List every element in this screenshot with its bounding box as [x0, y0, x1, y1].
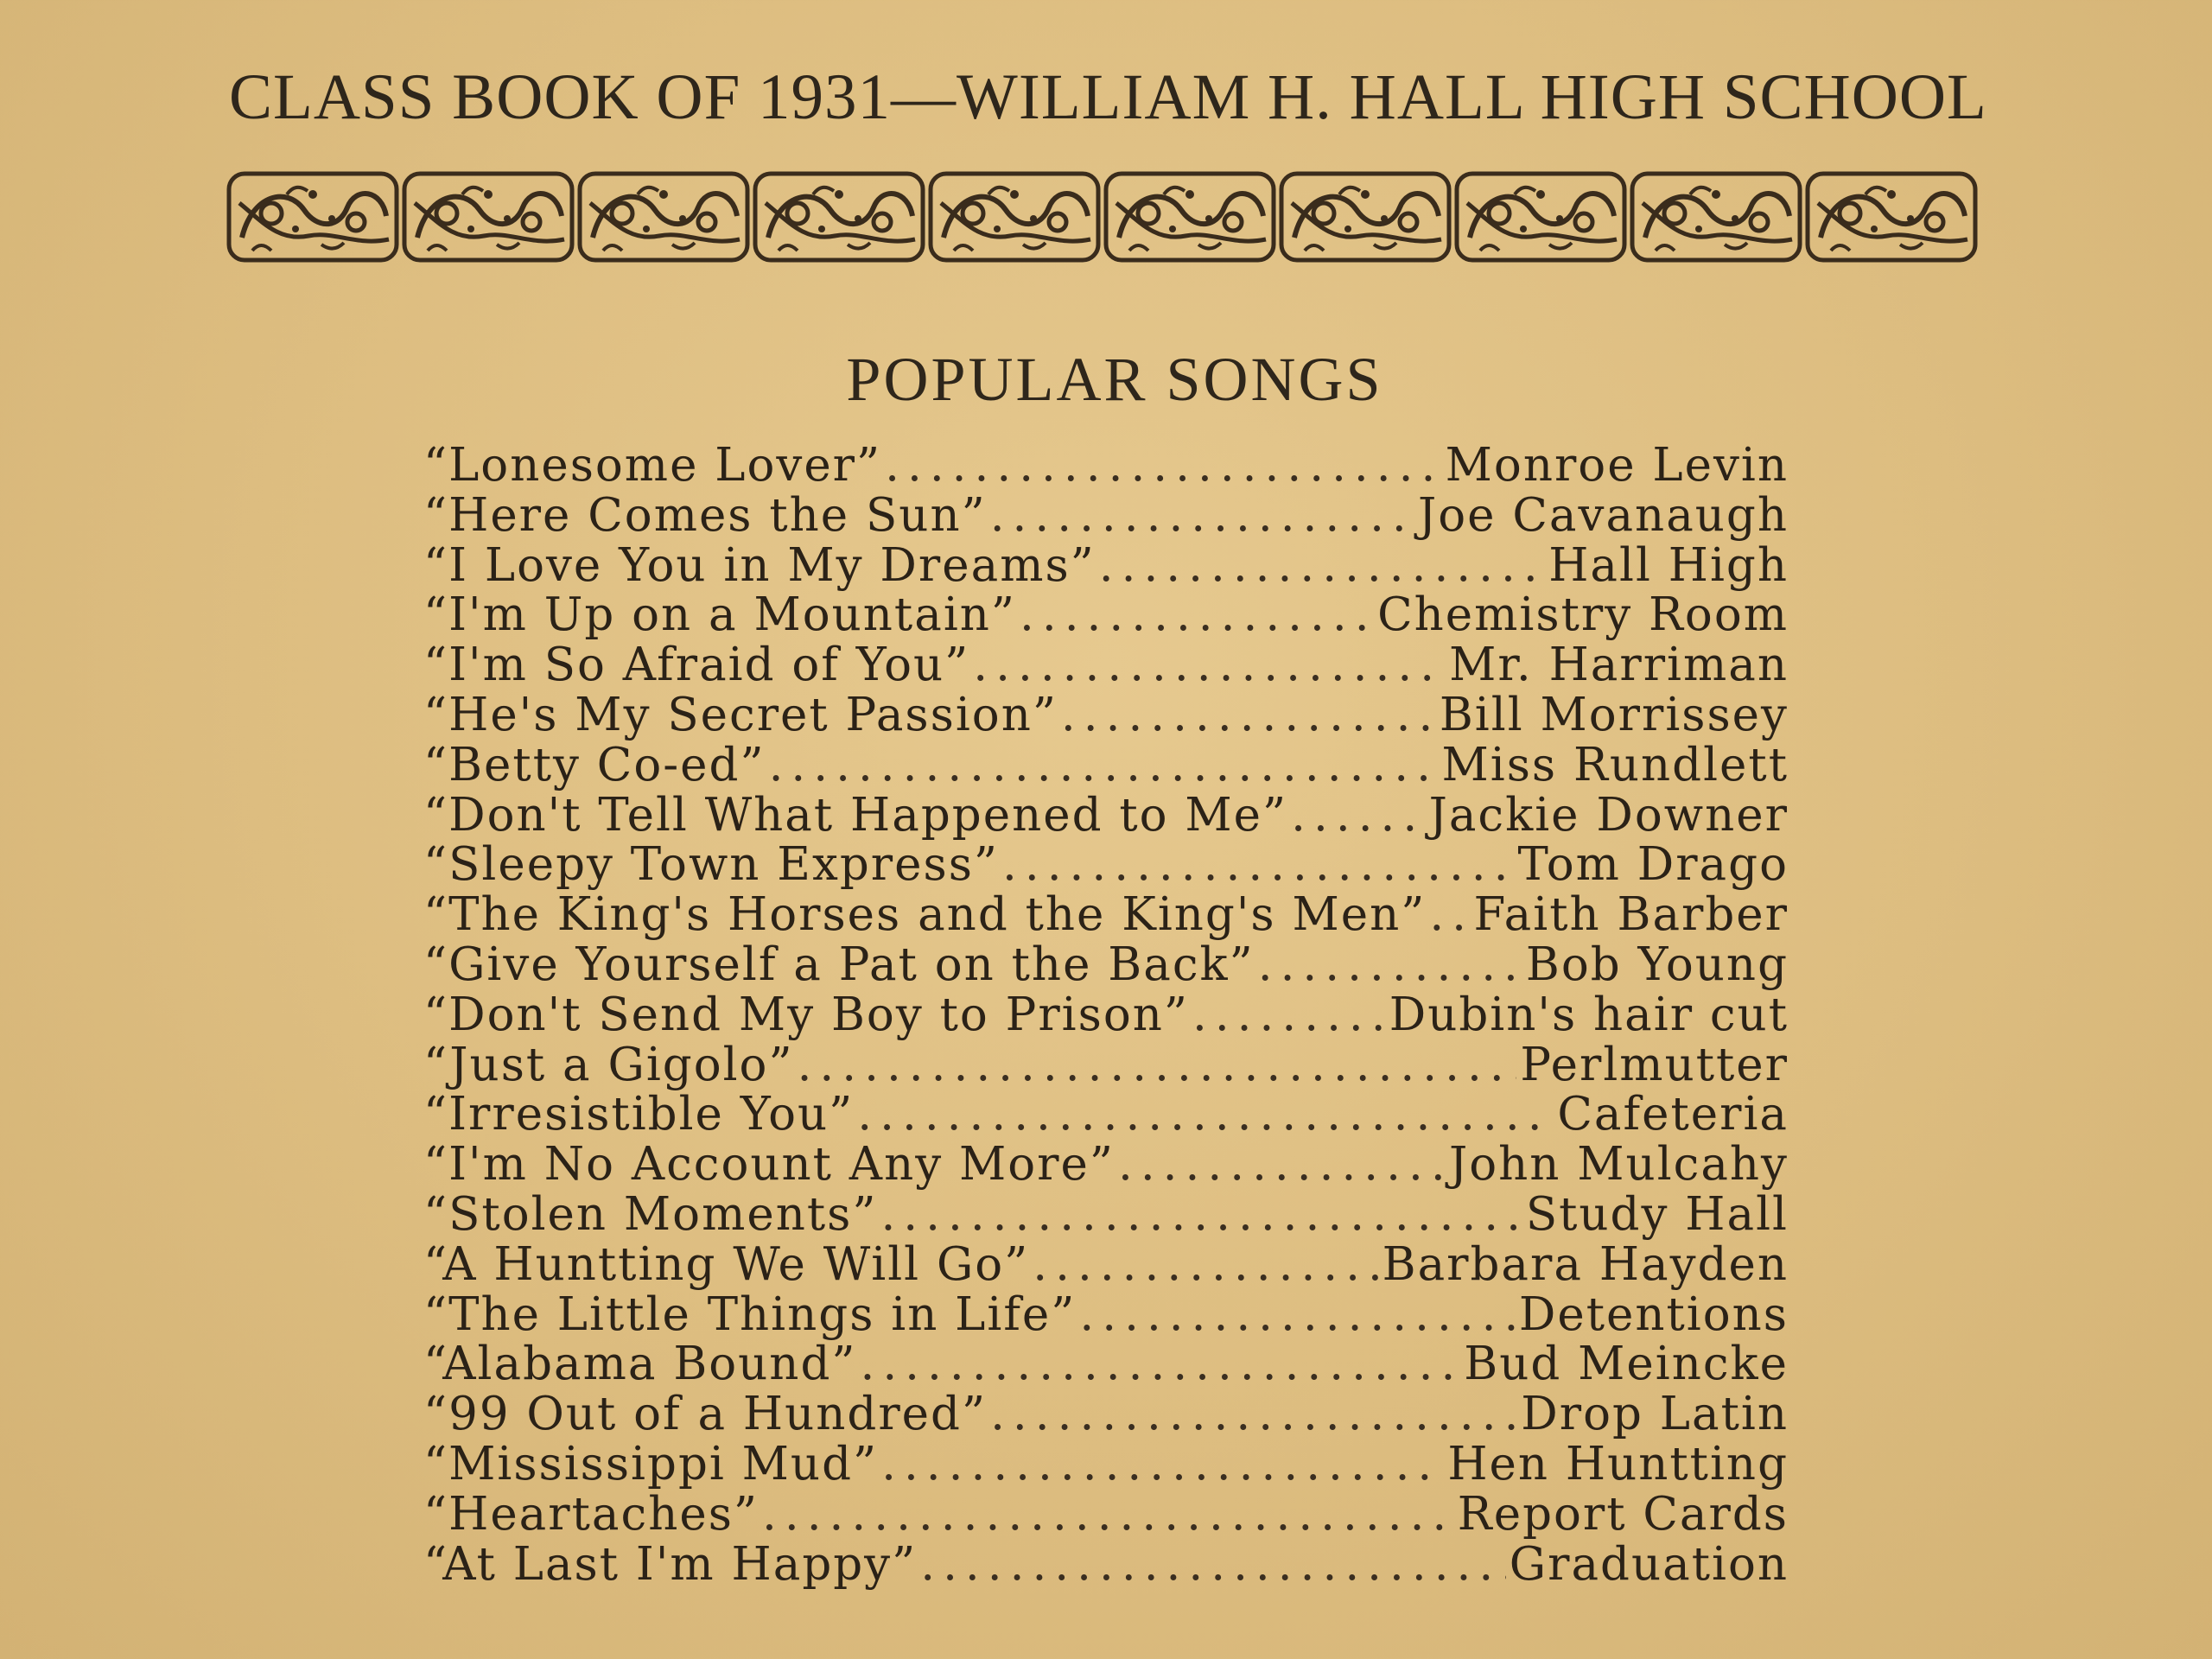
song-title: “Heartaches” [423, 1487, 759, 1541]
list-item [423, 1287, 1789, 1341]
list-item [423, 488, 1789, 542]
dot-leader [1099, 539, 1545, 592]
song-dedicatee: Graduation [1509, 1537, 1789, 1591]
song-dedicatee: Report Cards [1457, 1487, 1789, 1541]
dot-leader [762, 1488, 1454, 1541]
dot-leader [990, 1388, 1517, 1440]
song-dedicatee: Hen Huntting [1447, 1437, 1789, 1491]
song-dedicatee: Barbara Hayden [1382, 1237, 1789, 1291]
song-title: “Sleepy Town Express” [423, 838, 999, 892]
dot-leader [857, 1088, 1554, 1141]
song-dedicatee: Hall High [1548, 538, 1789, 592]
song-title: “I'm No Account Any More” [423, 1138, 1115, 1192]
song-dedicatee: Bud Meincke [1464, 1338, 1789, 1391]
dot-leader [798, 1039, 1517, 1091]
song-dedicatee: Dubin's hair cut [1389, 988, 1789, 1041]
song-title: “A Huntting We Will Go” [423, 1237, 1030, 1291]
dot-leader [881, 1438, 1444, 1491]
list-item [423, 1388, 1789, 1441]
dot-leader [1079, 1288, 1515, 1341]
song-title: “Give Yourself a Pat on the Back” [423, 938, 1255, 991]
list-item [423, 1487, 1789, 1541]
list-item [423, 1088, 1789, 1141]
song-dedicatee: Drop Latin [1521, 1388, 1789, 1441]
song-dedicatee: Faith Barber [1473, 888, 1789, 942]
song-title: “The King's Horses and the King's Men” [423, 888, 1427, 942]
dot-leader [1429, 888, 1470, 941]
dot-leader [1033, 1238, 1378, 1291]
song-dedicatee: Monroe Levin [1445, 439, 1789, 492]
song-title: “At Last I'm Happy” [423, 1537, 918, 1591]
dot-leader [1258, 938, 1522, 991]
song-title: “Betty Co-ed” [423, 738, 766, 791]
list-item [423, 1237, 1789, 1291]
song-dedicatee: John Mulcahy [1449, 1138, 1789, 1192]
song-dedicatee: Bob Young [1525, 938, 1789, 991]
dot-leader [769, 739, 1439, 791]
list-item [423, 639, 1789, 692]
song-title: “He's My Secret Passion” [423, 688, 1058, 741]
dot-leader [990, 489, 1414, 542]
dot-leader [973, 639, 1446, 691]
list-item [423, 538, 1789, 592]
list-item [423, 938, 1789, 991]
dot-leader [920, 1538, 1506, 1591]
list-item [423, 788, 1789, 842]
song-dedicatee: Tom Drago [1517, 838, 1789, 892]
song-title: “Just a Gigolo” [423, 1038, 794, 1091]
song-dedicatee: Detentions [1518, 1287, 1789, 1341]
dot-leader [880, 1188, 1522, 1241]
dot-leader [1192, 988, 1386, 1041]
list-item [423, 838, 1789, 892]
list-item [423, 1437, 1789, 1491]
song-dedicatee: Study Hall [1525, 1187, 1789, 1241]
song-dedicatee: Bill Morrissey [1439, 688, 1789, 741]
dot-leader [1061, 689, 1436, 741]
list-item [423, 1039, 1789, 1089]
dot-leader [1291, 789, 1425, 842]
song-title: “I'm Up on a Mountain” [423, 588, 1017, 642]
song-dedicatee: Cafeteria [1557, 1088, 1789, 1141]
song-dedicatee: Jackie Downer [1428, 788, 1789, 842]
dot-leader [1002, 838, 1514, 891]
song-title: “The Little Things in Life” [423, 1287, 1077, 1341]
song-title: “Alabama Bound” [423, 1338, 857, 1391]
song-title: “Stolen Moments” [423, 1187, 878, 1241]
list-item [423, 988, 1789, 1039]
list-item [423, 1537, 1789, 1591]
song-title: “Here Comes the Sun” [423, 488, 987, 542]
song-dedicatee: Joe Cavanaugh [1418, 488, 1789, 542]
song-title: “I Love You in My Dreams” [423, 538, 1096, 592]
page-header: CLASS BOOK OF 1931—WILLIAM H. HALL HIGH SCHOOL [229, 61, 1987, 133]
list-item [423, 689, 1789, 739]
section-title: POPULAR SONGS [846, 345, 1383, 414]
list-item [423, 439, 1789, 492]
song-title: “Don't Send My Boy to Prison” [423, 988, 1189, 1041]
song-title: “Lonesome Lover” [423, 439, 882, 492]
song-title: “Mississippi Mud” [423, 1437, 879, 1491]
song-dedicatee: Mr. Harriman [1449, 639, 1789, 692]
list-item [423, 1187, 1789, 1241]
ornamental-border [226, 168, 1980, 265]
dot-leader [885, 439, 1442, 492]
dot-leader [860, 1338, 1460, 1390]
song-dedicatee: Miss Rundlett [1441, 738, 1789, 791]
list-item [423, 588, 1789, 642]
song-title: “Don't Tell What Happened to Me” [423, 788, 1288, 842]
song-dedicatee: Perlmutter [1520, 1038, 1789, 1091]
dot-leader [1020, 588, 1374, 641]
list-item [423, 1138, 1789, 1192]
song-title: “99 Out of a Hundred” [423, 1388, 988, 1441]
dot-leader [1118, 1138, 1446, 1191]
song-title: “Irresistible You” [423, 1088, 855, 1141]
song-title: “I'm So Afraid of You” [423, 639, 970, 692]
list-item [423, 1338, 1789, 1391]
list-item [423, 739, 1789, 789]
song-dedicatee: Chemistry Room [1377, 588, 1789, 642]
song-list [423, 439, 1789, 1591]
list-item [423, 888, 1789, 942]
